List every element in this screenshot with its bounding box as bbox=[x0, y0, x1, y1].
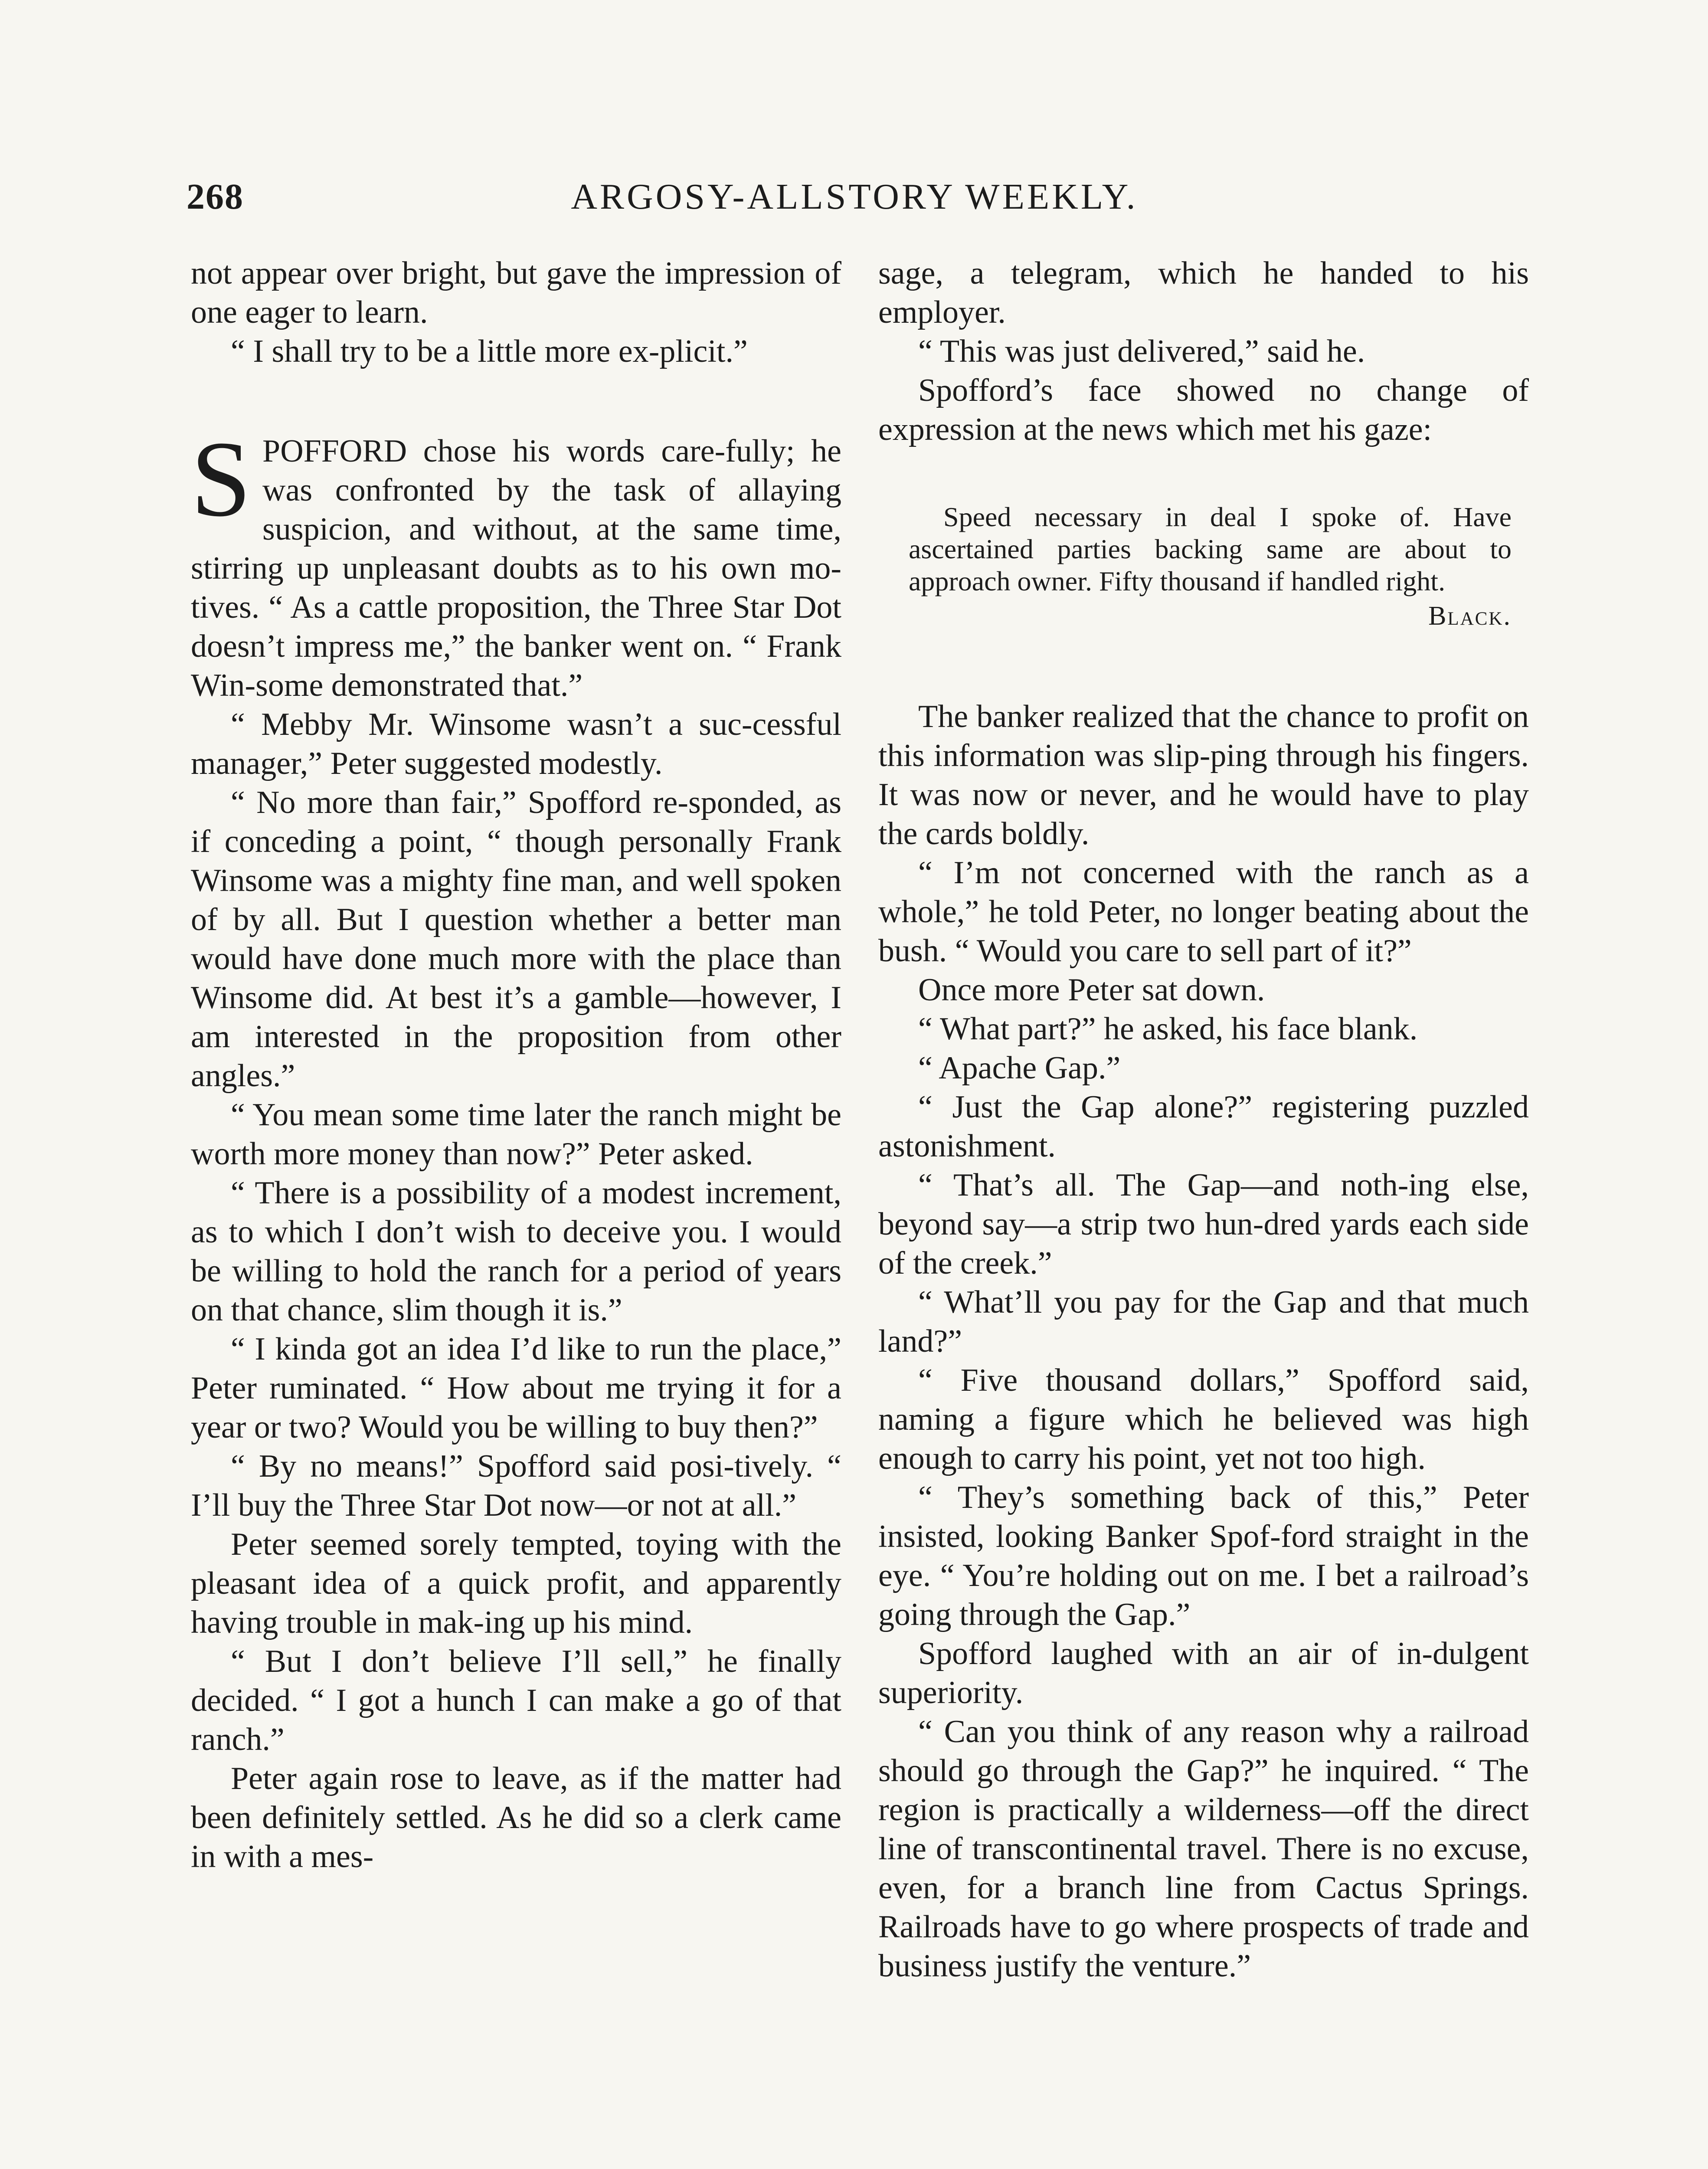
paragraph: “ No more than fair,” Spofford re-sponded, as if conceding a point, “ though personally Frank Winsome was a mighty fine man, and well spoken of by all. But I question whether a better man would have done much more with the place than Winsome did. At best it’s a gamble—however, I am interested in the proposition from other angles.” bbox=[191, 785, 841, 1094]
telegram-text: Speed necessary in deal I spoke of. Have ascertained parties backing same are about to approach owner. Fifty thousand if handled right. bbox=[909, 501, 1512, 596]
paragraph: “ But I don’t believe I’ll sell,” he finally decided. “ I got a hunch I can make a go of that ranch.” bbox=[191, 1644, 841, 1757]
paragraph: “ I shall try to be a little more ex-plicit.” bbox=[231, 334, 748, 369]
paragraph: “ What’ll you pay for the Gap and that much land?” bbox=[878, 1284, 1529, 1359]
paragraph: “ I’m not concerned with the ranch as a whole,” he told Peter, no longer beating about the bush. “ Would you care to sell part of it?” bbox=[878, 855, 1529, 969]
paragraph: “ Apache Gap.” bbox=[918, 1050, 1121, 1086]
paragraph: The banker realized that the chance to profit on this information was slip-ping through his fingers. It was now or never, and he would have to play the cards boldly. bbox=[878, 699, 1529, 852]
drop-cap: S bbox=[191, 419, 252, 539]
paragraph: “ This was just delivered,” said he. bbox=[918, 334, 1365, 369]
paragraph: “ I kinda got an idea I’d like to run the place,” Peter ruminated. “ How about me trying it for a year or two? Would you be willing to buy then?” bbox=[191, 1331, 841, 1445]
left-column bbox=[191, 254, 841, 1876]
paragraph: “ Mebby Mr. Winsome wasn’t a suc-cessful manager,” Peter suggested modestly. bbox=[191, 707, 841, 781]
paragraph: “ They’s something back of this,” Peter insisted, looking Banker Spof-ford straight in the eye. “ You’re holding out on me. I bet a railroad’s going through the Gap.” bbox=[878, 1480, 1529, 1632]
paragraph: Peter seemed sorely tempted, toying with the pleasant idea of a quick profit, and apparently having trouble in mak-ing up his mind. bbox=[191, 1527, 841, 1640]
paragraph: Spofford laughed with an air of in-dulgent superiority. bbox=[878, 1636, 1529, 1710]
paragraph: “ That’s all. The Gap—and noth-ing else, beyond say—a strip two hun-dred yards each side of the creek.” bbox=[878, 1167, 1529, 1281]
telegram-signature: Black. bbox=[1428, 601, 1512, 631]
page-number: 268 bbox=[187, 177, 244, 217]
paragraph: “ What part?” he asked, his face blank. bbox=[918, 1011, 1418, 1047]
paragraph: Once more Peter sat down. bbox=[918, 972, 1265, 1008]
paragraph: Spofford’s face showed no change of expression at the news which met his gaze: bbox=[878, 373, 1529, 447]
telegram-block bbox=[909, 501, 1512, 632]
paragraph: Peter again rose to leave, as if the matter had been definitely settled. As he did so a clerk came in with a mes- bbox=[191, 1761, 841, 1874]
paragraph: sage, a telegram, which he handed to his employer. bbox=[878, 256, 1529, 330]
running-head: ARGOSY-ALLSTORY WEEKLY. bbox=[571, 177, 1138, 217]
paragraph: “ Just the Gap alone?” registering puzzled astonishment. bbox=[878, 1089, 1529, 1164]
paragraph: not appear over bright, but gave the impression of one eager to learn. bbox=[191, 256, 841, 330]
page-header bbox=[187, 176, 1522, 223]
right-column bbox=[878, 254, 1529, 1986]
paragraph: “ Five thousand dollars,” Spofford said, naming a figure which he believed was high enough to carry his point, yet not too high. bbox=[878, 1363, 1529, 1476]
paragraph: “ By no means!” Spofford said posi-tively. “ I’ll buy the Three Star Dot now—or not at all.” bbox=[191, 1448, 841, 1523]
paragraph-text: POFFORD chose his words care-fully; he was confronted by the task of allaying suspicion, and without, at the same time, stirring up unpleasant doubts as to his own mo-tives. “ As a cattle proposition, the Three Star Dot doesn’t impress me,” the banker went on. “ Frank Win-some demonstrated that.” bbox=[191, 433, 841, 703]
paragraph: “ There is a possibility of a modest increment, as to which I don’t wish to deceive you. I would be willing to hold the ranch for a period of years on that chance, slim though it is.” bbox=[191, 1175, 841, 1328]
paragraph: “ Can you think of any reason why a railroad should go through the Gap?” he inquired. “ The region is practically a wilderness—off the direct line of transcontinental travel. There is no excuse, even, for a branch line from Cactus Springs. Railroads have to go where prospects of trade and business justify the venture.” bbox=[878, 1714, 1529, 1984]
paragraph: “ You mean some time later the ranch might be worth more money than now?” Peter asked. bbox=[191, 1097, 841, 1172]
drop-cap-paragraph bbox=[191, 419, 841, 705]
